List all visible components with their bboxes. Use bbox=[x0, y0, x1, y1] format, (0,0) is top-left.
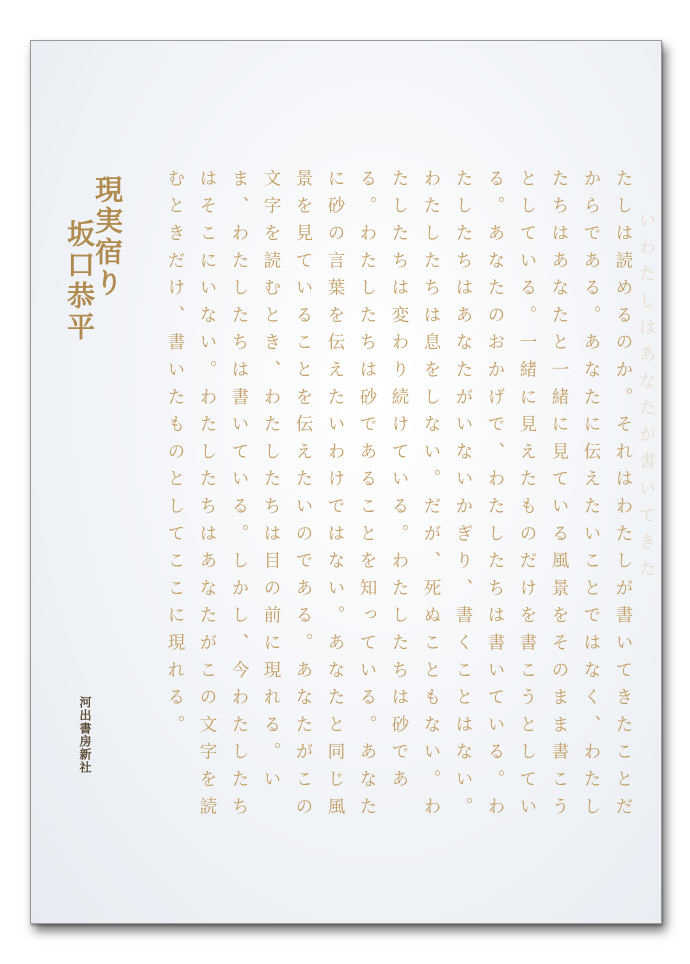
book-author: 坂口恭平 bbox=[63, 219, 96, 343]
book-cover bbox=[30, 40, 662, 924]
faded-edge-text: いわたしはあなたが書いてきた bbox=[635, 211, 655, 587]
title-block bbox=[63, 175, 124, 343]
publisher-name: 河出書房新社 bbox=[78, 696, 92, 774]
book-title: 現実宿り bbox=[91, 175, 124, 299]
cover-body-text: たしは読めるのか。それはわたしが書いてきたことだからである。あなたに伝えたいことではなく、わたしたちはあなたと一緒に見ている風景をそのまま書こうとしている。一緒に見えたものだけを書こうとしている。あなたのおかげで、わたしたちは書いている。わたしたちはあなたがいないかぎり、書くことはない。わたしたちは息をしない。だが、死ぬこともない。わたしたちは変わり続けている。わたしたちは砂である。わたしたちは砂であることを知っている。あなたに砂の言葉を伝えたいわけではない。あなたと同じ風景を見ていることを伝えたいのである。あなたがこの文字を読むとき、わたしたちは目の前に現れる。いま、わたしたちは書いている。しかし、今わたしたちはそこにいない。わたしたちはあなたがこの文字を読むときだけ、書いたものとしてここに現れる。 bbox=[165, 169, 633, 825]
